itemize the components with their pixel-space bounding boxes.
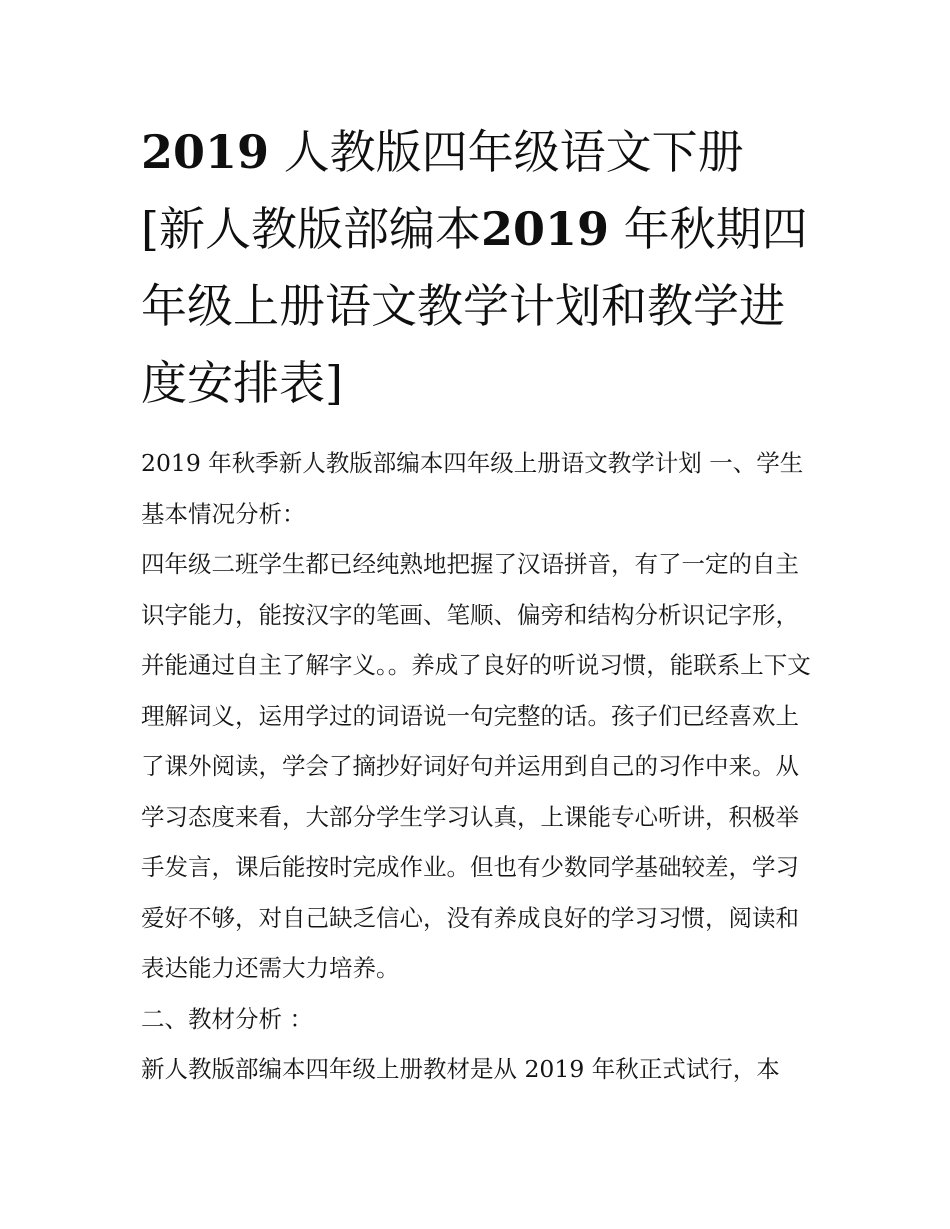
title-text-1: 人教版四年级语文下册 [269,125,744,179]
paragraph-intro: 2019 年秋季新人教版部编本四年级上册语文教学计划 一、学生基本情况分析： [141,449,804,528]
document-body [141,438,813,1095]
title-text-3: 年秋期四年级上册语文教学计划和教学进度安排表] [141,202,808,410]
paragraph-section-heading: 二、教材分析 ： [141,1004,313,1033]
title-text-2: [新人教版部编本 [141,202,481,256]
paragraph-student-analysis: 四年级二班学生都已经纯熟地把握了汉语拼音，有了一定的自主识字能力，能按汉字的笔画、笔顺、偏旁和结构分析识记字形，并能通过自主了解字义。。养成了良好的听说习惯，能联系上下文理解词义，运用学过的词语说一句完整的话。孩子们已经喜欢上了课外阅读，学会了摘抄好词好句并运用到自己的习作中来。从学习态度来看，大部分学生学习认真，上课能专心听讲，积极举手发言，课后能按时完成作业。但也有少数同学基础较差，学习爱好不够，对自己缺乏信心，没有养成良好的学习习惯，阅读和表达能力还需大力培养。 [141,550,811,982]
document-title [141,114,813,422]
title-year-1: 2019 [141,125,270,179]
document-content [141,114,813,1095]
title-year-2: 2019 [480,202,609,256]
paragraph-textbook-analysis: 新人教版部编本四年级上册教材是从 2019 年秋正式试行，本 [141,1055,780,1083]
